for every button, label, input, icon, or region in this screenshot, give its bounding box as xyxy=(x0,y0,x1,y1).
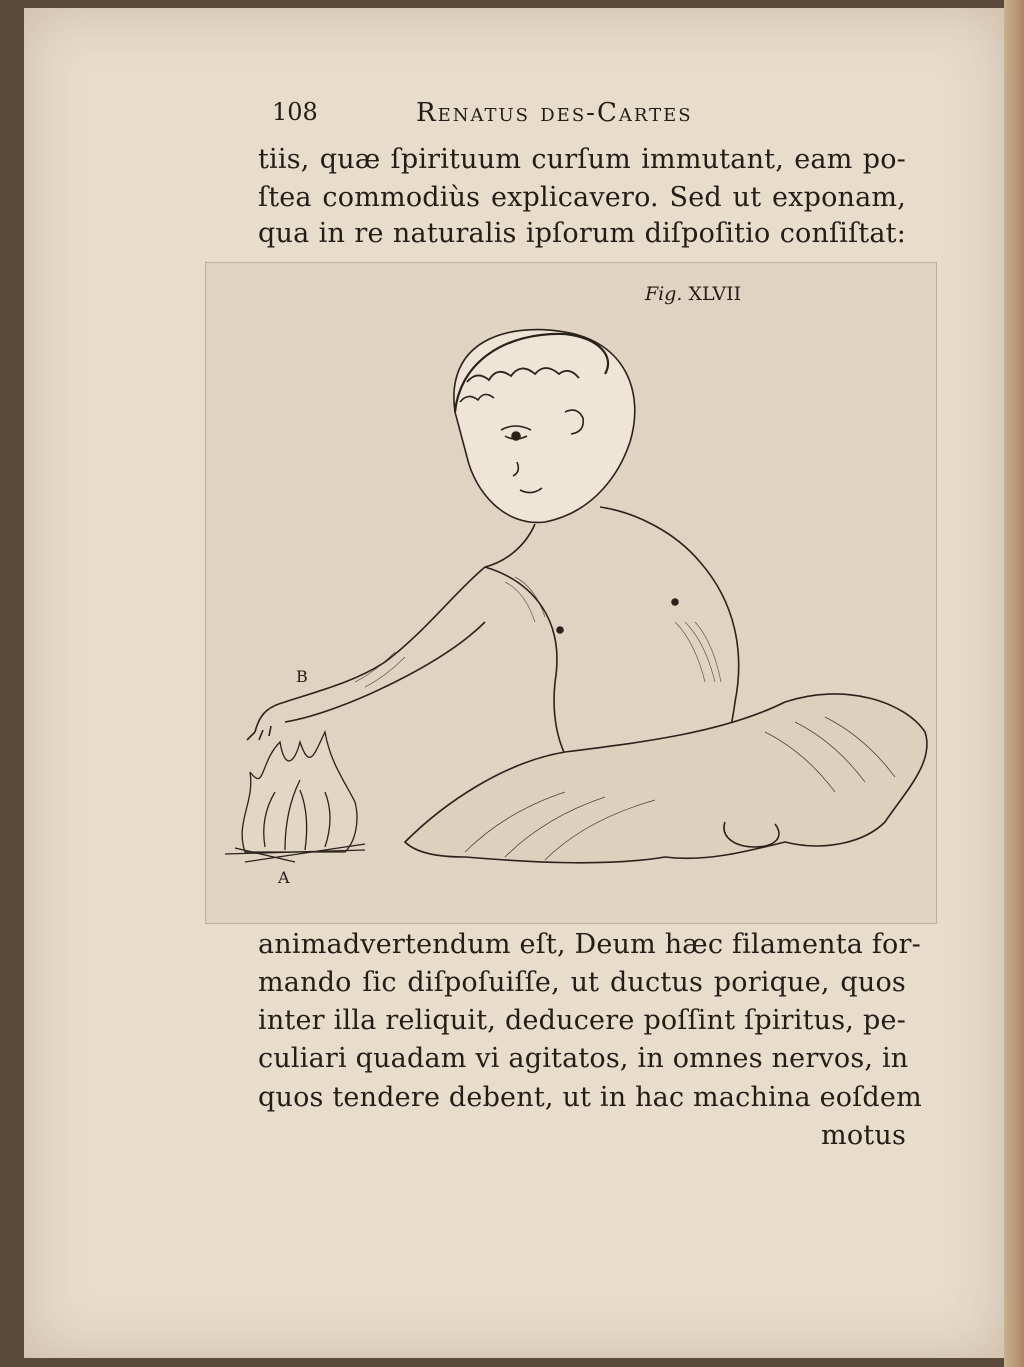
text-line: ſtea commodiùs explicavero. Sed ut exponam, xyxy=(258,182,906,213)
text-line: animadvertendum eſt, Deum hæc filamenta for- xyxy=(258,929,921,960)
text-line: inter illa reliquit, deducere poſſint ſpiritus, pe- xyxy=(258,1005,906,1036)
engraving-illustration xyxy=(205,262,935,922)
point-label-b: B xyxy=(296,667,308,686)
running-title: Renatus des-Cartes xyxy=(416,98,693,128)
text-line: mando ſic diſpoſuiſſe, ut ductus porique, quos xyxy=(258,967,906,998)
figure-label-prefix: Fig. xyxy=(645,283,683,305)
text-line: qua in re naturalis ipſorum diſpoſitio conſiſtat: xyxy=(258,218,906,249)
page-number: 108 xyxy=(272,98,318,126)
text-line: culiari quadam vi agitatos, in omnes nervos, in xyxy=(258,1043,909,1074)
figure-label xyxy=(645,283,741,305)
text-line: quos tendere debent, ut in hac machina eoſdem xyxy=(258,1082,922,1113)
text-line: tiis, quæ ſpirituum curſum immutant, eam po- xyxy=(258,144,906,175)
figure-label-number: XLVII xyxy=(688,283,742,305)
catchword: motus xyxy=(821,1120,906,1151)
page-edge xyxy=(1004,0,1024,1367)
point-label-a: A xyxy=(278,868,290,887)
